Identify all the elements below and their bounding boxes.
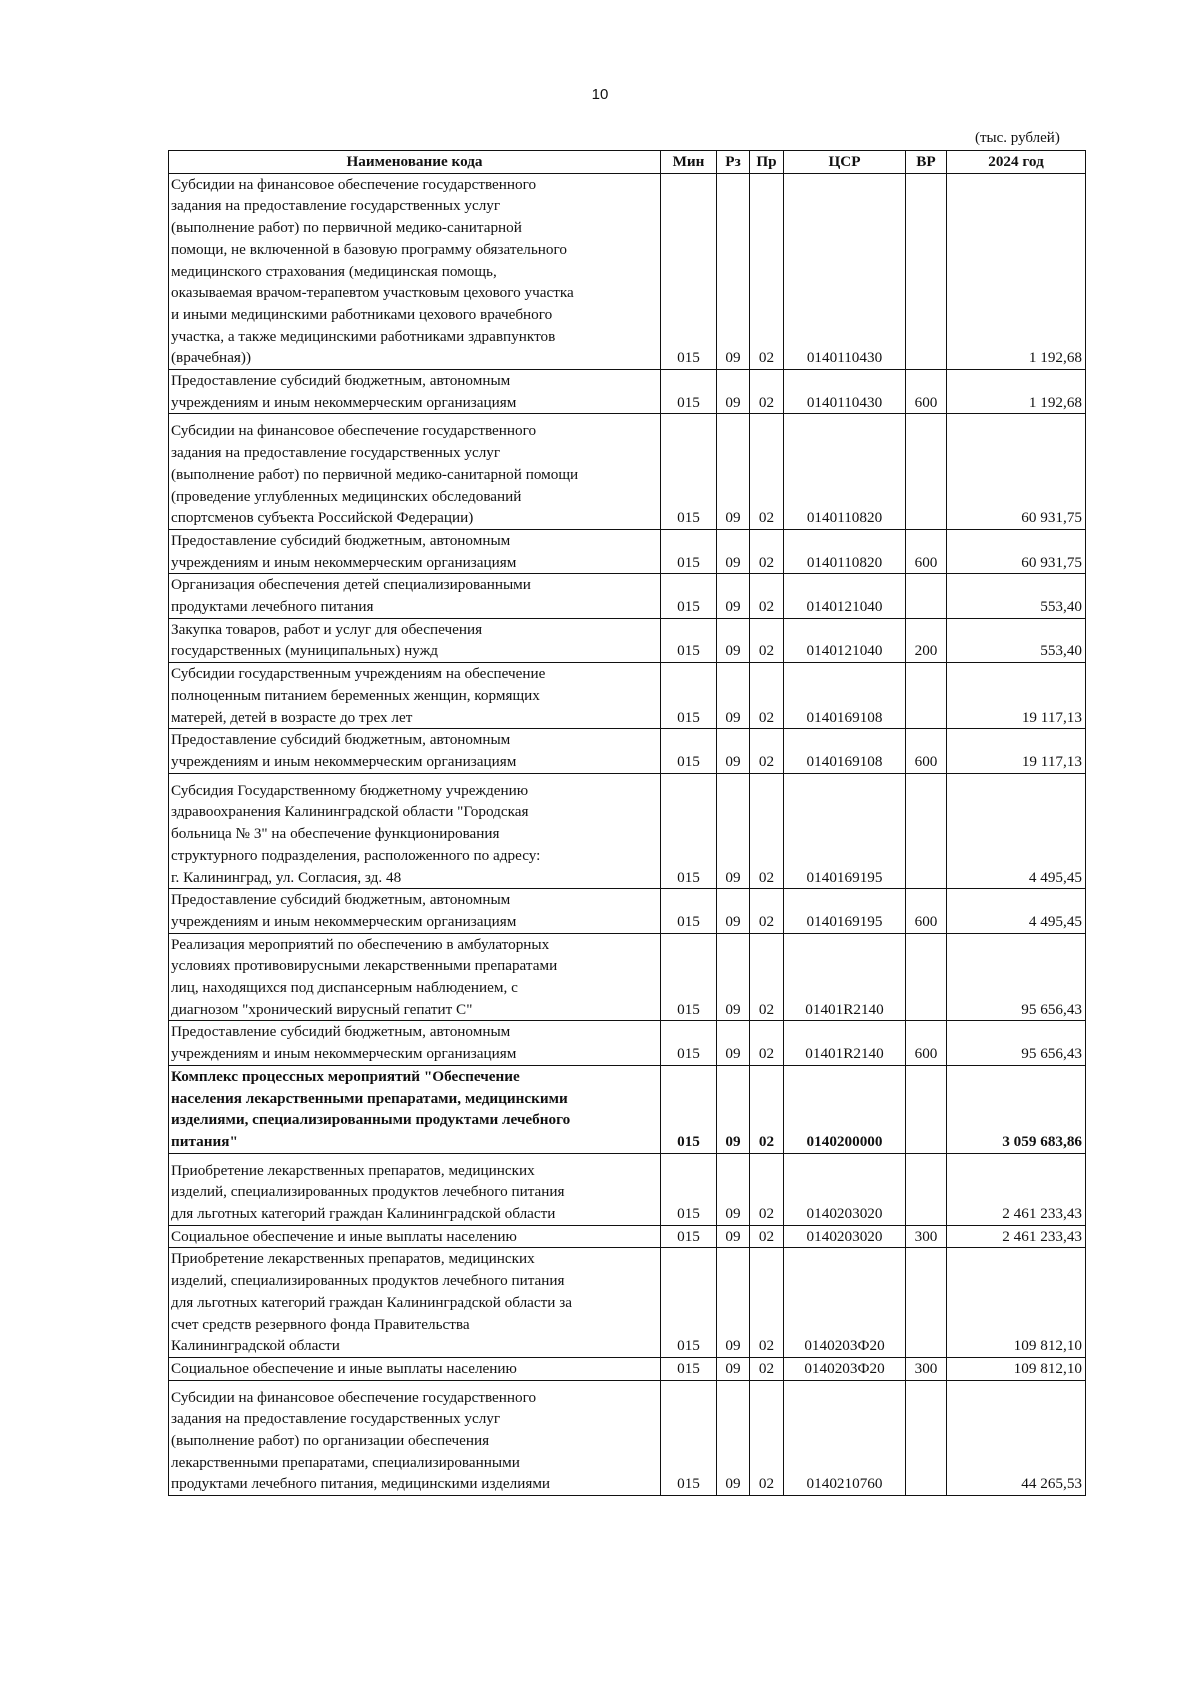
- cell-csr: 0140169108: [784, 663, 906, 729]
- cell-name: Субсидии государственным учреждениям на обеспечение полноценным питанием беременных женщин, кормящих матерей, детей в возрасте до трех лет: [169, 663, 661, 729]
- cell-vr: [906, 173, 947, 369]
- cell-pr: 02: [750, 414, 784, 530]
- table-row: [169, 1248, 1086, 1358]
- cell-amount: 19 117,13: [947, 663, 1086, 729]
- header-year: 2024 год: [947, 151, 1086, 174]
- cell-vr: 600: [906, 529, 947, 573]
- table-row: [169, 1357, 1086, 1380]
- units-label: (тыс. рублей): [975, 130, 1060, 146]
- cell-pr: 02: [750, 773, 784, 889]
- cell-amount: 19 117,13: [947, 729, 1086, 773]
- header-name: Наименование кода: [169, 151, 661, 174]
- budget-table: [168, 150, 1086, 1496]
- table-row: [169, 1065, 1086, 1153]
- cell-min: 015: [661, 370, 717, 414]
- cell-min: 015: [661, 574, 717, 618]
- cell-name: Закупка товаров, работ и услуг для обеспечения государственных (муниципальных) нужд: [169, 618, 661, 662]
- header-csr: ЦСР: [784, 151, 906, 174]
- cell-rz: 09: [717, 1357, 750, 1380]
- cell-rz: 09: [717, 1021, 750, 1065]
- cell-name: Субсидии на финансовое обеспечение государственного задания на предоставление государственных услуг (выполнение работ) по первичной медико-санитарной помощи (проведение углубленных медицинских обследований спортсменов субъекта Российской Федерации): [169, 414, 661, 530]
- cell-csr: 01401R2140: [784, 1021, 906, 1065]
- cell-rz: 09: [717, 773, 750, 889]
- cell-min: 015: [661, 529, 717, 573]
- cell-rz: 09: [717, 1225, 750, 1248]
- cell-csr: 0140200000: [784, 1065, 906, 1153]
- cell-name: Субсидии на финансовое обеспечение государственного задания на предоставление государственных услуг (выполнение работ) по первичной медико-санитарной помощи, не включенной в базовую программу обязательного медицинского страхования (медицинская помощь, оказываемая врачом-терапевтом участковым цехового участка и иными медицинскими работниками цехового врачебного участка, а также медицинскими работниками здравпунктов (врачебная)): [169, 173, 661, 369]
- table-row: [169, 1380, 1086, 1496]
- cell-pr: 02: [750, 618, 784, 662]
- cell-min: 015: [661, 414, 717, 530]
- cell-min: 015: [661, 773, 717, 889]
- cell-vr: [906, 1248, 947, 1358]
- cell-csr: 0140110820: [784, 529, 906, 573]
- table-row: [169, 574, 1086, 618]
- cell-csr: 0140203020: [784, 1153, 906, 1225]
- cell-rz: 09: [717, 1380, 750, 1496]
- cell-vr: 300: [906, 1225, 947, 1248]
- cell-amount: 4 495,45: [947, 889, 1086, 933]
- cell-min: 015: [661, 1225, 717, 1248]
- table-row: [169, 773, 1086, 889]
- cell-amount: 60 931,75: [947, 414, 1086, 530]
- cell-pr: 02: [750, 529, 784, 573]
- cell-pr: 02: [750, 1225, 784, 1248]
- header-rz: Рз: [717, 151, 750, 174]
- cell-name: Предоставление субсидий бюджетным, автономным учреждениям и иным некоммерческим организациям: [169, 1021, 661, 1065]
- cell-rz: 09: [717, 1065, 750, 1153]
- cell-amount: 95 656,43: [947, 933, 1086, 1021]
- cell-amount: 109 812,10: [947, 1248, 1086, 1358]
- table-row: [169, 1021, 1086, 1065]
- cell-name: Предоставление субсидий бюджетным, автономным учреждениям и иным некоммерческим организациям: [169, 529, 661, 573]
- cell-amount: 2 461 233,43: [947, 1153, 1086, 1225]
- cell-vr: 600: [906, 370, 947, 414]
- cell-pr: 02: [750, 1021, 784, 1065]
- cell-name: Приобретение лекарственных препаратов, медицинских изделий, специализированных продуктов лечебного питания для льготных категорий граждан Калининградской области за счет средств резервного фонда Правительства Калининградской области: [169, 1248, 661, 1358]
- cell-min: 015: [661, 1380, 717, 1496]
- cell-vr: [906, 414, 947, 530]
- cell-min: 015: [661, 1021, 717, 1065]
- cell-pr: 02: [750, 1248, 784, 1358]
- cell-min: 015: [661, 933, 717, 1021]
- cell-csr: 0140110430: [784, 370, 906, 414]
- cell-vr: [906, 1380, 947, 1496]
- table-row: [169, 933, 1086, 1021]
- cell-name: Предоставление субсидий бюджетным, автономным учреждениям и иным некоммерческим организациям: [169, 729, 661, 773]
- cell-vr: 200: [906, 618, 947, 662]
- cell-name: Организация обеспечения детей специализированными продуктами лечебного питания: [169, 574, 661, 618]
- header-min: Мин: [661, 151, 717, 174]
- cell-csr: 0140203020: [784, 1225, 906, 1248]
- cell-name: Предоставление субсидий бюджетным, автономным учреждениям и иным некоммерческим организациям: [169, 889, 661, 933]
- cell-csr: 0140110430: [784, 173, 906, 369]
- table-row: [169, 173, 1086, 369]
- cell-pr: 02: [750, 1380, 784, 1496]
- cell-rz: 09: [717, 574, 750, 618]
- cell-name: Приобретение лекарственных препаратов, медицинских изделий, специализированных продуктов лечебного питания для льготных категорий граждан Калининградской области: [169, 1153, 661, 1225]
- cell-csr: 0140121040: [784, 574, 906, 618]
- cell-amount: 553,40: [947, 574, 1086, 618]
- table-body: [169, 173, 1086, 1495]
- cell-rz: 09: [717, 1248, 750, 1358]
- cell-min: 015: [661, 1153, 717, 1225]
- cell-vr: [906, 933, 947, 1021]
- table-row: [169, 1153, 1086, 1225]
- cell-amount: 1 192,68: [947, 173, 1086, 369]
- cell-min: 015: [661, 618, 717, 662]
- cell-csr: 0140121040: [784, 618, 906, 662]
- cell-name: Социальное обеспечение и иные выплаты населению: [169, 1357, 661, 1380]
- table-row: [169, 1225, 1086, 1248]
- cell-pr: 02: [750, 574, 784, 618]
- cell-name: Субсидии на финансовое обеспечение государственного задания на предоставление государственных услуг (выполнение работ) по организации обеспечения лекарственными препаратами, специализированными продуктами лечебного питания, медицинскими изделиями: [169, 1380, 661, 1496]
- table-row: [169, 729, 1086, 773]
- cell-pr: 02: [750, 370, 784, 414]
- cell-name: Субсидия Государственному бюджетному учреждению здравоохранения Калининградской области "Городская больница № 3" на обеспечение функционирования структурного подразделения, расположенного по адресу: г. Калининград, ул. Согласия, зд. 48: [169, 773, 661, 889]
- cell-vr: 600: [906, 729, 947, 773]
- cell-min: 015: [661, 1065, 717, 1153]
- cell-amount: 95 656,43: [947, 1021, 1086, 1065]
- cell-min: 015: [661, 729, 717, 773]
- cell-csr: 0140210760: [784, 1380, 906, 1496]
- table-row: [169, 618, 1086, 662]
- cell-name: Социальное обеспечение и иные выплаты населению: [169, 1225, 661, 1248]
- table-row: [169, 889, 1086, 933]
- cell-min: 015: [661, 663, 717, 729]
- table-header-row: [169, 151, 1086, 174]
- cell-pr: 02: [750, 889, 784, 933]
- cell-pr: 02: [750, 729, 784, 773]
- cell-min: 015: [661, 1357, 717, 1380]
- cell-rz: 09: [717, 729, 750, 773]
- cell-rz: 09: [717, 370, 750, 414]
- cell-csr: 0140110820: [784, 414, 906, 530]
- cell-amount: 1 192,68: [947, 370, 1086, 414]
- cell-rz: 09: [717, 663, 750, 729]
- table-row: [169, 529, 1086, 573]
- cell-rz: 09: [717, 889, 750, 933]
- cell-vr: [906, 1153, 947, 1225]
- cell-name: Предоставление субсидий бюджетным, автономным учреждениям и иным некоммерческим организациям: [169, 370, 661, 414]
- cell-pr: 02: [750, 1357, 784, 1380]
- cell-amount: 2 461 233,43: [947, 1225, 1086, 1248]
- cell-min: 015: [661, 173, 717, 369]
- cell-vr: 600: [906, 1021, 947, 1065]
- cell-rz: 09: [717, 618, 750, 662]
- table-row: [169, 370, 1086, 414]
- cell-pr: 02: [750, 933, 784, 1021]
- cell-amount: 60 931,75: [947, 529, 1086, 573]
- cell-min: 015: [661, 889, 717, 933]
- page-number: 10: [591, 86, 609, 103]
- cell-rz: 09: [717, 1153, 750, 1225]
- cell-vr: [906, 663, 947, 729]
- cell-pr: 02: [750, 1065, 784, 1153]
- header-pr: Пр: [750, 151, 784, 174]
- cell-vr: [906, 773, 947, 889]
- cell-vr: [906, 574, 947, 618]
- cell-csr: 0140203Ф20: [784, 1357, 906, 1380]
- cell-rz: 09: [717, 414, 750, 530]
- cell-name: Комплекс процессных мероприятий "Обеспечение населения лекарственными препаратами, медицинскими изделиями, специализированными продуктами лечебного питания": [169, 1065, 661, 1153]
- cell-min: 015: [661, 1248, 717, 1358]
- table-row: [169, 663, 1086, 729]
- cell-pr: 02: [750, 173, 784, 369]
- cell-pr: 02: [750, 663, 784, 729]
- cell-csr: 0140169108: [784, 729, 906, 773]
- cell-amount: 44 265,53: [947, 1380, 1086, 1496]
- cell-rz: 09: [717, 173, 750, 369]
- table-row: [169, 414, 1086, 530]
- cell-pr: 02: [750, 1153, 784, 1225]
- cell-csr: 01401R2140: [784, 933, 906, 1021]
- cell-amount: 3 059 683,86: [947, 1065, 1086, 1153]
- cell-vr: 300: [906, 1357, 947, 1380]
- cell-amount: 109 812,10: [947, 1357, 1086, 1380]
- cell-amount: 553,40: [947, 618, 1086, 662]
- cell-name: Реализация мероприятий по обеспечению в амбулаторных условиях противовирусными лекарственными препаратами лиц, находящихся под диспансерным наблюдением, с диагнозом "хронический вирусный гепатит С": [169, 933, 661, 1021]
- cell-vr: 600: [906, 889, 947, 933]
- header-vr: ВР: [906, 151, 947, 174]
- cell-csr: 0140169195: [784, 889, 906, 933]
- cell-vr: [906, 1065, 947, 1153]
- cell-csr: 0140203Ф20: [784, 1248, 906, 1358]
- cell-amount: 4 495,45: [947, 773, 1086, 889]
- cell-csr: 0140169195: [784, 773, 906, 889]
- cell-rz: 09: [717, 529, 750, 573]
- cell-rz: 09: [717, 933, 750, 1021]
